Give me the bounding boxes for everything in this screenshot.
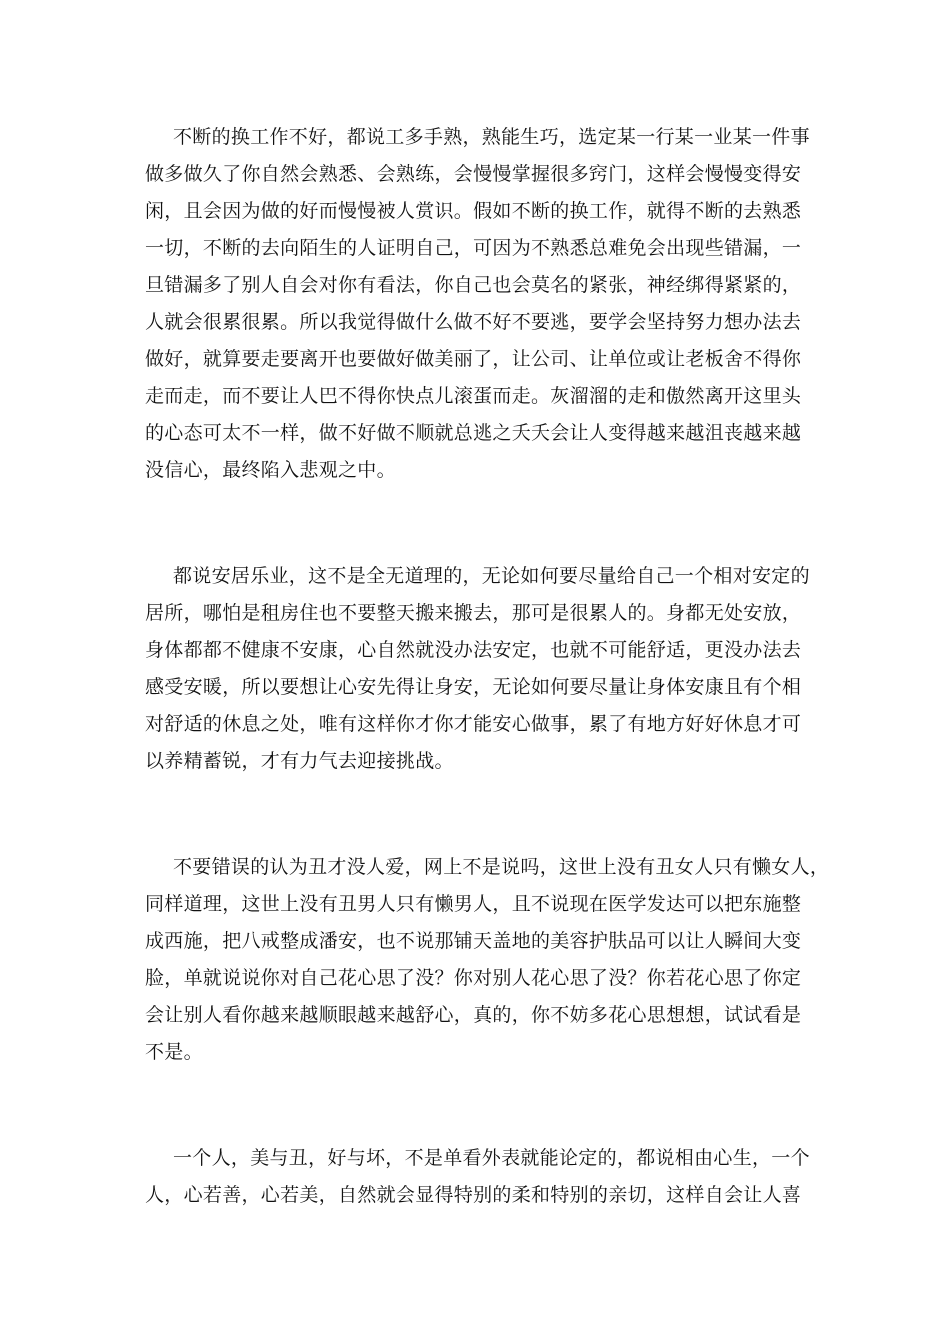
paragraph-line: 一个人，美与丑，好与坏，不是单看外表就能论定的，都说相由心生，一个 xyxy=(173,1147,810,1169)
paragraph-line: 都说安居乐业，这不是全无道理的，无论如何要尽量给自己一个相对安定的 xyxy=(173,565,810,587)
paragraph-line: 不是。 xyxy=(145,1041,203,1063)
paragraph-1 xyxy=(145,119,815,489)
paragraph-line: 走而走，而不要让人巴不得你快点儿滚蛋而走。灰溜溜的走和傲然离开这里头 xyxy=(145,385,802,407)
paragraph-line: 居所，哪怕是租房住也不要整天搬来搬去，那可是很累人的。身都无处安放， xyxy=(145,602,802,624)
paragraph-2 xyxy=(145,558,815,780)
paragraph-3 xyxy=(145,849,830,1071)
paragraph-line: 不断的换工作不好，都说工多手熟，熟能生巧，选定某一行某一业某一件事 xyxy=(173,126,810,148)
paragraph-line: 做好，就算要走要离开也要做好做美丽了，让公司、让单位或让老板舍不得你 xyxy=(145,348,802,370)
paragraph-line: 人，心若善，心若美，自然就会显得特别的柔和特别的亲切，这样自会让人喜 xyxy=(145,1184,802,1206)
paragraph-line: 闲，且会因为做的好而慢慢被人赏识。假如不断的换工作，就得不断的去熟悉 xyxy=(145,200,802,222)
paragraph-line: 做多做久了你自然会熟悉、会熟练，会慢慢掌握很多窍门，这样会慢慢变得安 xyxy=(145,163,802,185)
paragraph-line: 一切，不断的去向陌生的人证明自己，可因为不熟悉总难免会出现些错漏，一 xyxy=(145,237,802,259)
paragraph-line: 同样道理，这世上没有丑男人只有懒男人，且不说现在医学发达可以把东施整 xyxy=(145,893,802,915)
paragraph-line: 身体都都不健康不安康，心自然就没办法安定，也就不可能舒适，更没办法去 xyxy=(145,639,802,661)
paragraph-line: 感受安暖，所以要想让心安先得让身安，无论如何要尽量让身体安康且有个相 xyxy=(145,676,802,698)
paragraph-line: 以养精蓄锐，才有力气去迎接挑战。 xyxy=(145,750,454,772)
paragraph-line: 不要错误的认为丑才没人爱，网上不是说吗，这世上没有丑女人只有懒女人， xyxy=(173,856,830,878)
paragraph-line: 会让别人看你越来越顺眼越来越舒心，真的，你不妨多花心思想想，试试看是 xyxy=(145,1004,802,1026)
paragraph-line: 没信心，最终陷入悲观之中。 xyxy=(145,459,396,481)
paragraph-line: 人就会很累很累。所以我觉得做什么做不好不要逃，要学会坚持努力想办法去 xyxy=(145,311,802,333)
paragraph-line: 成西施，把八戒整成潘安，也不说那铺天盖地的美容护肤品可以让人瞬间大变 xyxy=(145,930,802,952)
paragraph-4 xyxy=(145,1140,815,1214)
paragraph-line: 对舒适的休息之处，唯有这样你才你才能安心做事，累了有地方好好休息才可 xyxy=(145,713,802,735)
paragraph-line: 旦错漏多了别人自会对你有看法，你自己也会莫名的紧张，神经绑得紧紧的， xyxy=(145,274,802,296)
paragraph-line: 的心态可太不一样，做不好做不顺就总逃之夭夭会让人变得越来越沮丧越来越 xyxy=(145,422,802,444)
paragraph-line: 脸，单就说说你对自己花心思了没？你对别人花心思了没？你若花心思了你定 xyxy=(145,967,802,989)
